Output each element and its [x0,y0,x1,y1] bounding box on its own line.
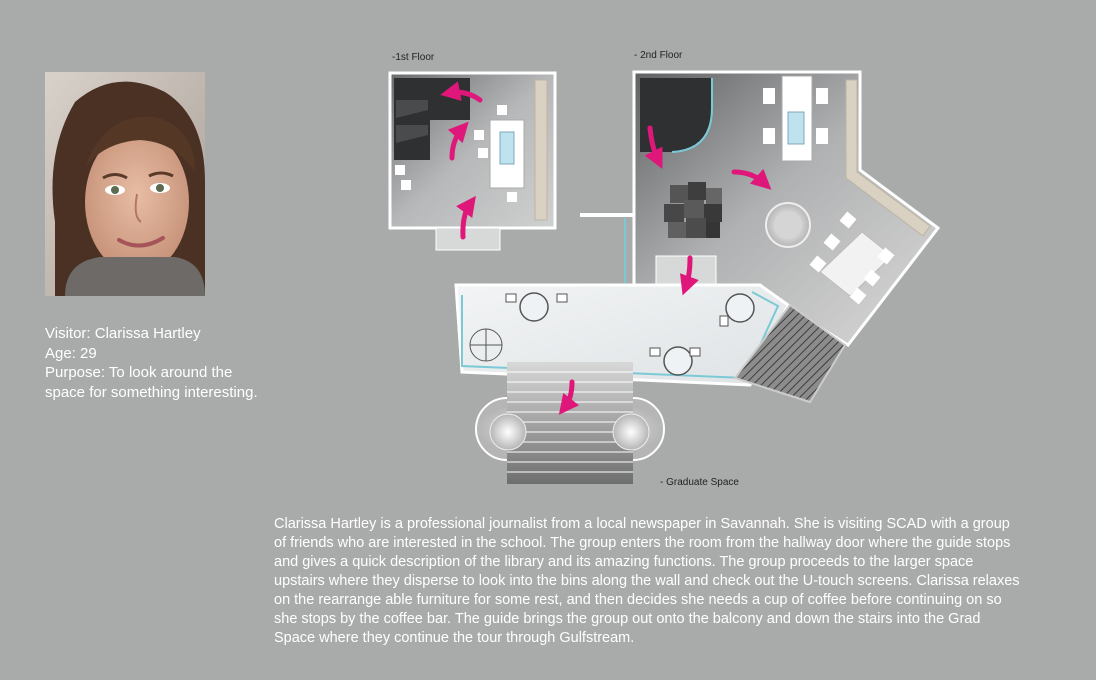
visitor-info [45,324,260,402]
visitor-portrait-photo [45,72,205,296]
visitor-name: Visitor: Clarissa Hartley [45,325,201,342]
graduate-space-label: - Graduate Space [660,477,739,488]
floor1-label: -1st Floor [392,52,435,63]
visitor-story-paragraph: Clarissa Hartley is a professional journalist from a local newspaper in Savannah. She is visiting SCAD with a group of friends who are interested in the school. The group enters the room from the hallway door where the guide stops and gives a quick description of the library and its amazing functions. The group proceeds to the larger space upstairs where they disperse to look into the bins along the wall and check out the U-touch screens. Clarissa relaxes on the rearrange able furniture for some rest, and then decides she needs a cup of coffee before continuing on so she stops by the coffee bar. The guide brings the group out onto the balcony and down the stairs into the Grad Space where they continue the tour through Gulfstream. [274,516,1020,646]
portrait-illustration [45,72,205,296]
floor-plan-diagram [380,60,960,500]
visitor-age: Age: 29 [45,344,97,362]
rearrangeable-furniture [664,182,722,238]
visitor-purpose: Purpose: To look around the space for something interesting. [45,364,258,401]
first-floor-room [390,73,555,250]
floor2-label: - 2nd Floor [634,50,683,61]
